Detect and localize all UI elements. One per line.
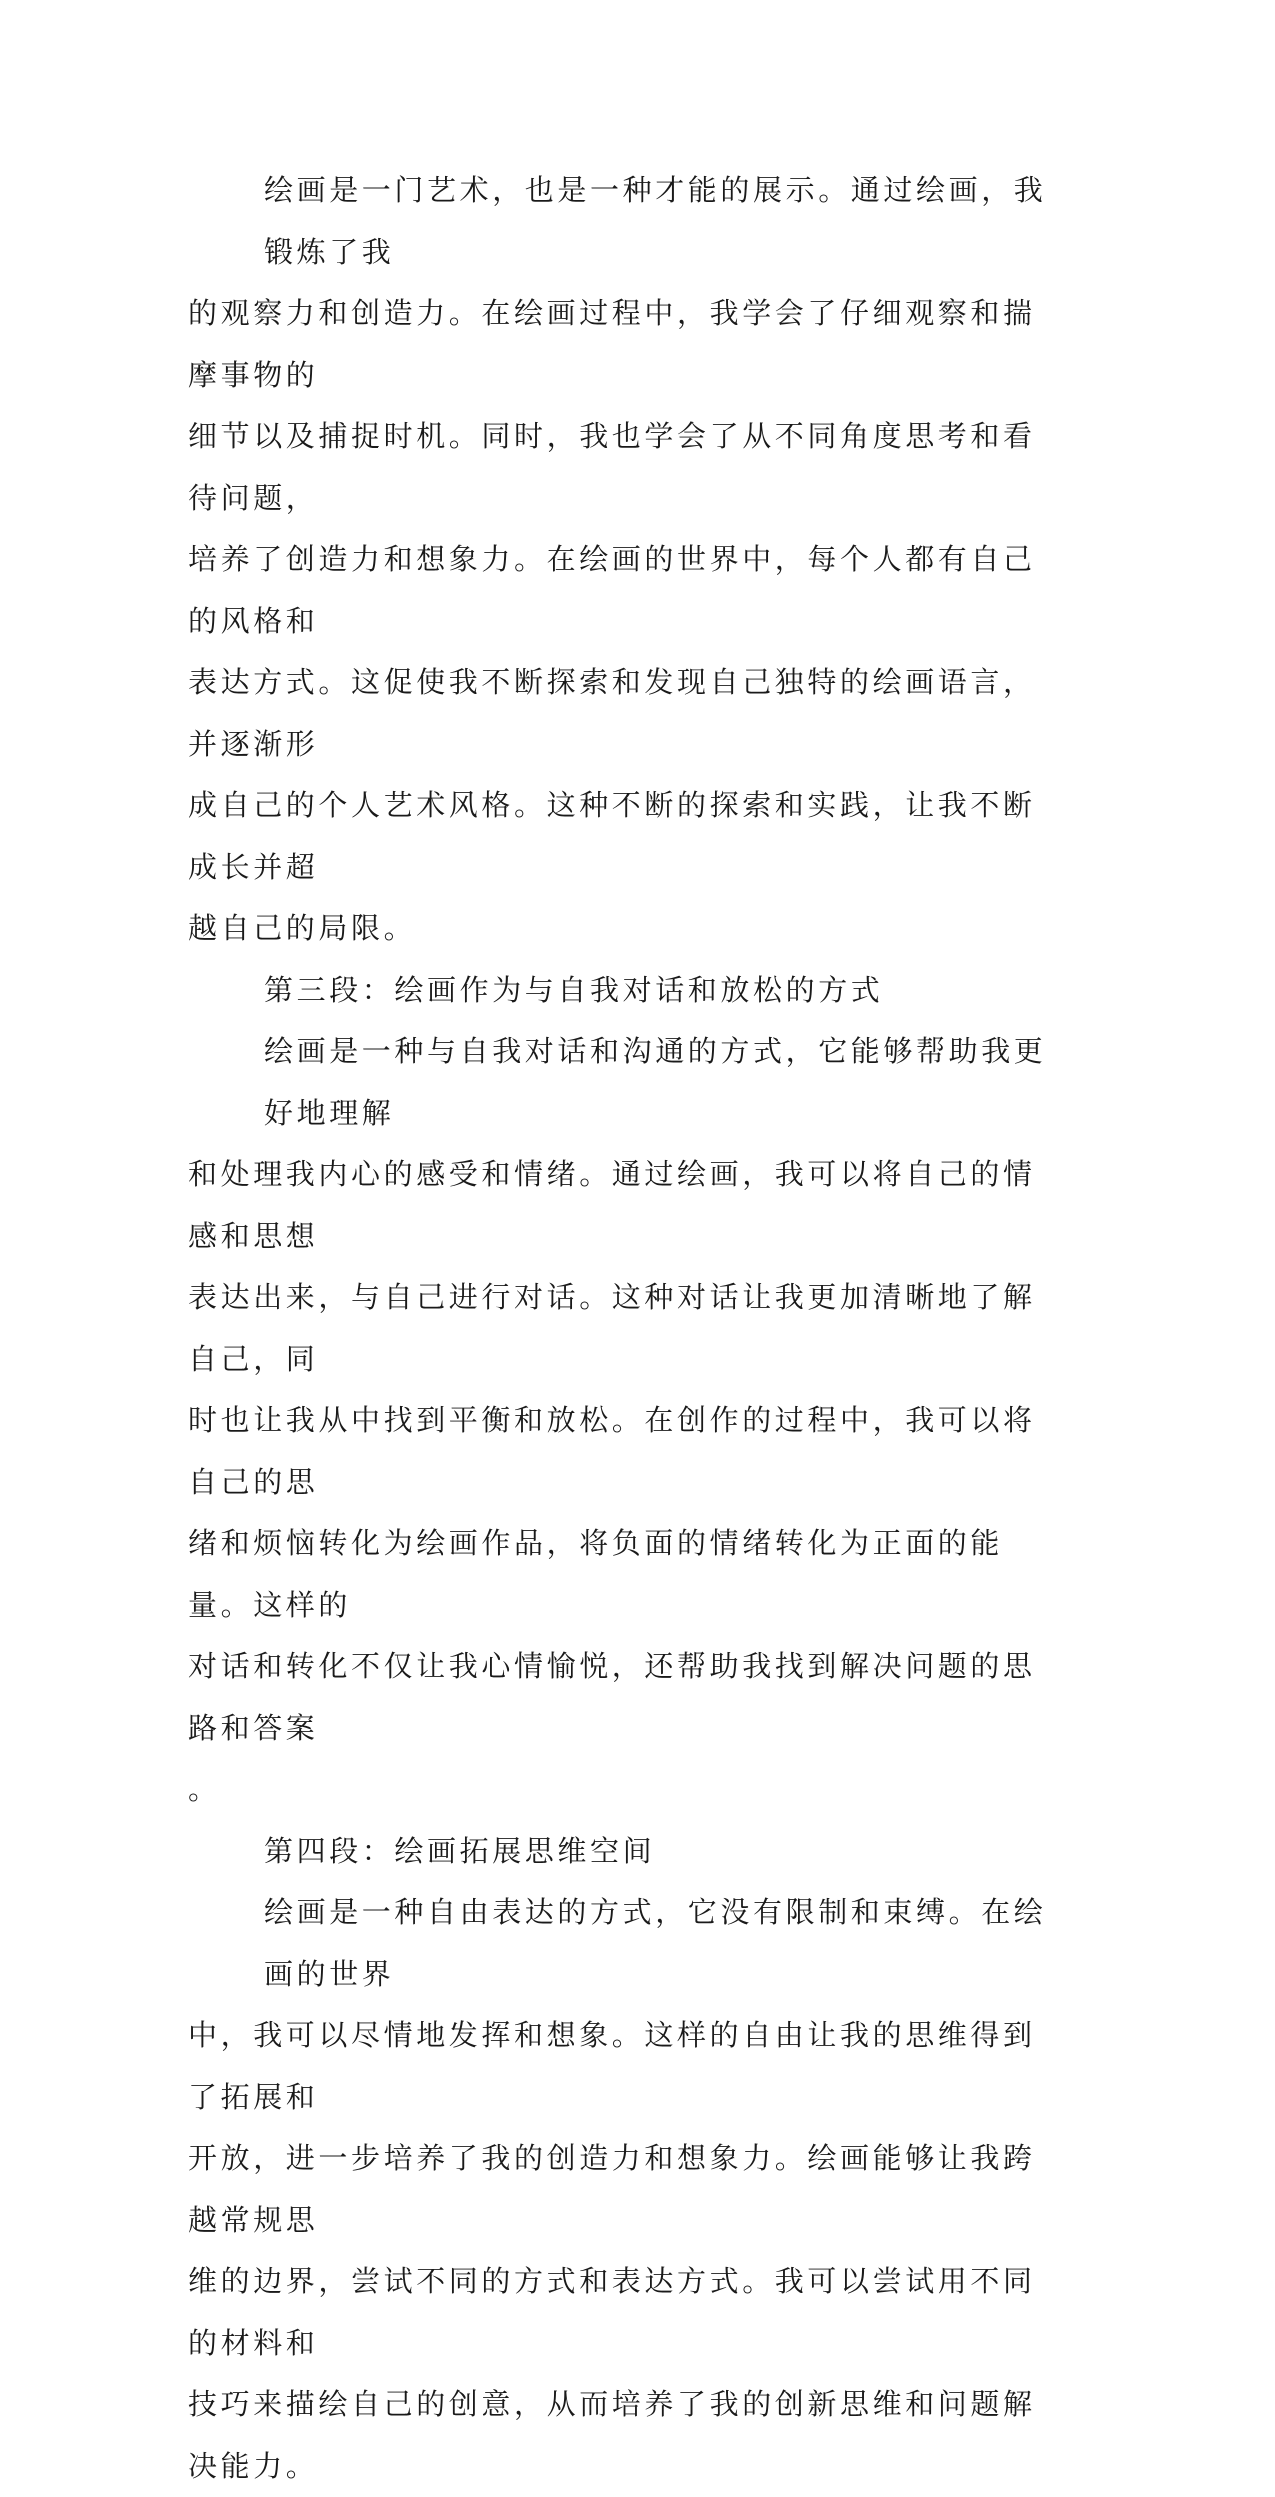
document-body (188, 160, 1068, 2497)
text-line: 表达方式。这促使我不断探索和发现自己独特的绘画语言，并逐渐形 (188, 665, 1036, 761)
text-line: 表达出来，与自己进行对话。这种对话让我更加清晰地了解自己，同 (188, 1280, 1036, 1376)
text-line: 绘画是一门艺术，也是一种才能的展示。通过绘画，我锻炼了我 (264, 173, 1047, 269)
paragraph-self-dialogue (188, 1021, 1068, 1821)
text-line: 技巧来描绘自己的创意，从而培养了我的创新思维和问题解决能力。 (188, 2387, 1036, 2483)
section-heading-3: 第三段：绘画作为与自我对话和放松的方式 (264, 972, 884, 1007)
text-line: 成自己的个人艺术风格。这种不断的探索和实践，让我不断成长并超 (188, 788, 1036, 884)
text-line: 绪和烦恼转化为绘画作品，将负面的情绪转化为正面的能量。这样的 (188, 1526, 1004, 1622)
paragraph-thinking-space (188, 1882, 1068, 2497)
text-line: 培养了创造力和想象力。在绘画的世界中，每个人都有自己的风格和 (188, 542, 1036, 638)
text-line: 越自己的局限。 (188, 911, 417, 945)
text-line: 对话和转化不仅让我心情愉悦，还帮助我找到解决问题的思路和答案 (188, 1649, 1036, 1745)
text-line: 细节以及捕捉时机。同时，我也学会了从不同角度思考和看待问题， (188, 419, 1036, 515)
text-line: 。 (188, 1772, 221, 1806)
section-heading-4: 第四段：绘画拓展思维空间 (264, 1833, 656, 1868)
text-line: 绘画是一种与自我对话和沟通的方式，它能够帮助我更好地理解 (264, 1034, 1047, 1130)
text-line: 开放，进一步培养了我的创造力和想象力。绘画能够让我跨越常规思 (188, 2141, 1036, 2237)
text-line: 维的边界，尝试不同的方式和表达方式。我可以尝试用不同的材料和 (188, 2264, 1036, 2360)
paragraph-talent (188, 160, 1068, 960)
text-line: 绘画是一种自由表达的方式，它没有限制和束缚。在绘画的世界 (264, 1895, 1047, 1991)
text-line: 中，我可以尽情地发挥和想象。这样的自由让我的思维得到了拓展和 (188, 2018, 1036, 2114)
text-line: 和处理我内心的感受和情绪。通过绘画，我可以将自己的情感和思想 (188, 1157, 1036, 1253)
text-line: 时也让我从中找到平衡和放松。在创作的过程中，我可以将自己的思 (188, 1403, 1036, 1499)
text-line: 的观察力和创造力。在绘画过程中，我学会了仔细观察和揣摩事物的 (188, 296, 1036, 392)
